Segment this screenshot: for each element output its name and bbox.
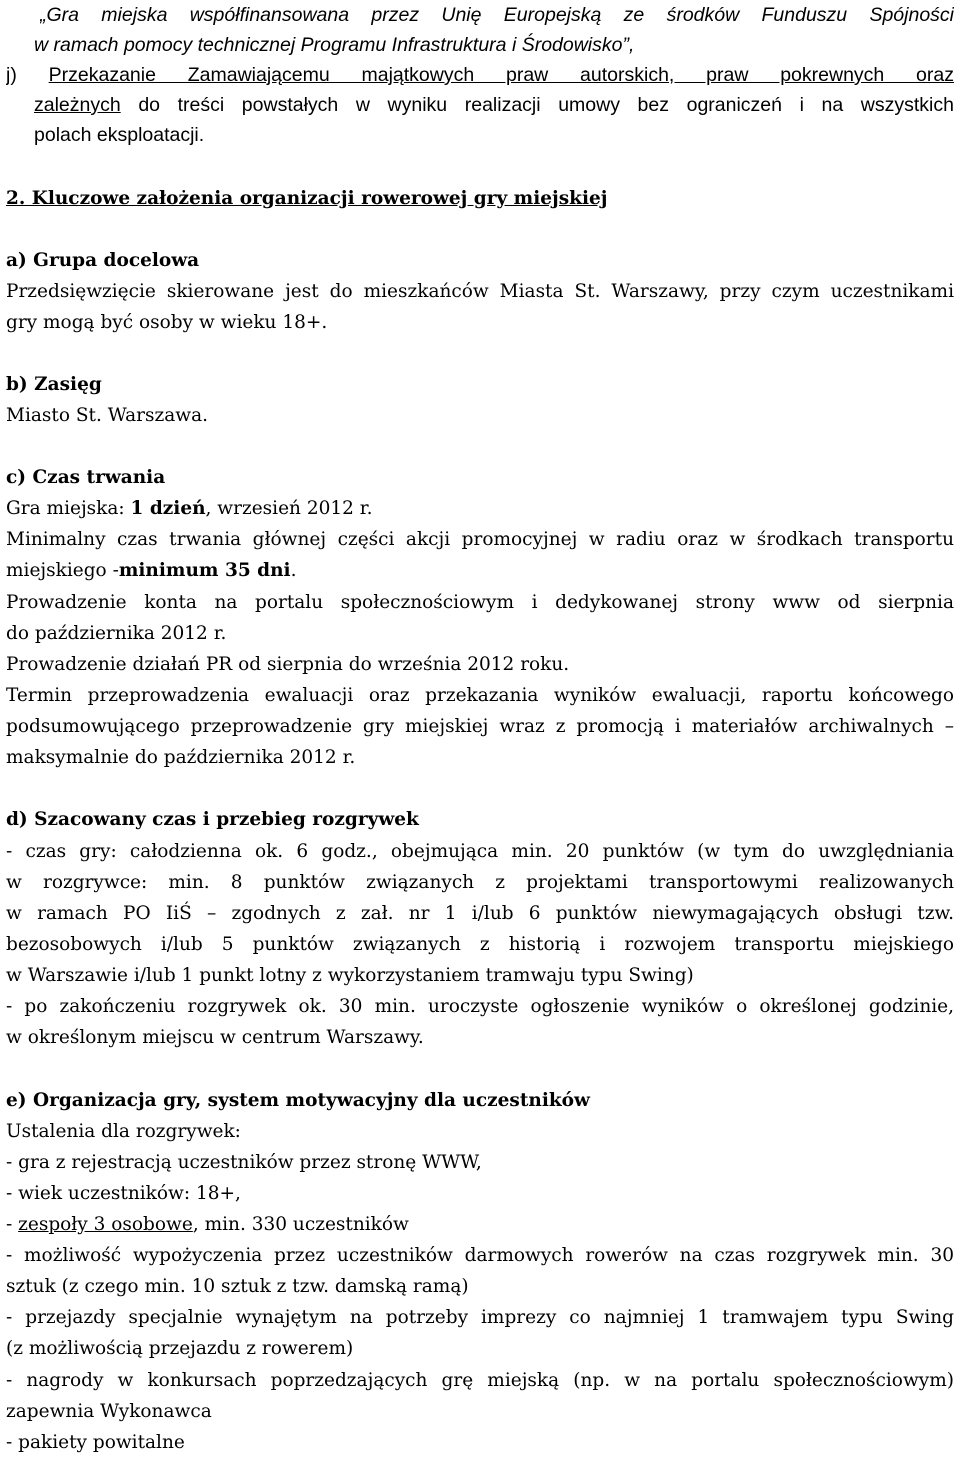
section-a-line-2: gry mogą być osoby w wieku 18+.: [6, 312, 328, 333]
section-c-line-7: Termin przeprowadzenia ewaluacji oraz przekazania wyników ewaluacji, raportu końcowego: [6, 685, 954, 706]
section-e-line-1: Ustalenia dla rozgrywek:: [6, 1121, 241, 1142]
section-e-line-6: sztuk (z czego min. 10 sztuk z tzw. damską ramą): [6, 1276, 469, 1297]
intro-item-j-line-3: polach eksploatacji.: [34, 124, 205, 146]
section-e-line-3: - wiek uczestników: 18+,: [6, 1183, 241, 1204]
section-e-line-2: - gra z rejestracją uczestników przez stronę WWW,: [6, 1152, 482, 1173]
section-c-line-5: do października 2012 r.: [6, 623, 227, 644]
section-2-heading: 2. Kluczowe założenia organizacji rowerowej gry miejskiej: [6, 188, 608, 209]
section-e-line-5: - możliwość wypożyczenia przez uczestników darmowych rowerów na czas rozgrywek min. 30: [6, 1245, 954, 1266]
section-c-line-4: Prowadzenie konta na portalu społecznościowym i dedykowanej strony www od sierpnia: [6, 592, 954, 613]
intro-line-2: w ramach pomocy technicznej Programu Infrastruktura i Środowisko”,: [34, 34, 635, 56]
section-e-line-10: zapewnia Wykonawca: [6, 1401, 212, 1422]
section-d-heading: d) Szacowany czas i przebieg rozgrywek: [6, 809, 419, 830]
section-e-line-11: - pakiety powitalne: [6, 1432, 185, 1453]
section-c-line-2: Minimalny czas trwania głównej części akcji promocyjnej w radiu oraz w środkach transportu: [6, 529, 954, 550]
intro-item-j-line-2: zależnych do treści powstałych w wyniku realizacji umowy bez ograniczeń i na wszystkich: [34, 94, 954, 116]
section-e-line-8: (z możliwością przejazdu z rowerem): [6, 1338, 354, 1359]
section-b-text: Miasto St. Warszawa.: [6, 405, 209, 426]
section-d-line-6: - po zakończeniu rozgrywek ok. 30 min. uroczyste ogłoszenie wyników o określonej godzinie,: [6, 996, 954, 1017]
section-d-line-1: - czas gry: całodzienna ok. 6 godz., obejmująca min. 20 punktów (w tym do uwzględniania: [6, 841, 954, 862]
section-d-line-3: w ramach PO IiŚ – zgodnych z zał. nr 1 i/lub 6 punktów niewymagających obsługi tzw.: [6, 903, 954, 924]
section-d-line-7: w określonym miejscu w centrum Warszawy.: [6, 1027, 424, 1048]
section-d-line-2: w rozgrywce: min. 8 punktów związanych z projektami transportowymi realizowanych: [6, 872, 954, 893]
section-e-line-7: - przejazdy specjalnie wynajętym na potrzeby imprezy co najmniej 1 tramwajem typu Swing: [6, 1307, 954, 1328]
section-a-heading: a) Grupa docelowa: [6, 250, 200, 271]
intro-item-j: j) Przekazanie Zamawiającemu majątkowych praw autorskich, praw pokrewnych oraz: [6, 64, 954, 86]
section-c-line-8: podsumowującego przeprowadzenie gry miejskiej wraz z promocją i materiałów archiwalnych –: [6, 716, 954, 737]
section-b-heading: b) Zasięg: [6, 374, 102, 395]
section-e-line-4: - zespoły 3 osobowe, min. 330 uczestników: [6, 1214, 409, 1235]
section-c-line-3: miejskiego -minimum 35 dni.: [6, 560, 297, 581]
section-e-line-9: - nagrody w konkursach poprzedzających grę miejską (np. w na portalu społecznościowym): [6, 1370, 954, 1391]
intro-line-1: „Gra miejska współfinansowana przez Unię Europejską ze środków Funduszu Spójności: [40, 4, 954, 26]
section-d-line-5: w Warszawie i/lub 1 punkt lotny z wykorzystaniem tramwaju typu Swing): [6, 965, 694, 986]
section-e-heading: e) Organizacja gry, system motywacyjny dla uczestników: [6, 1090, 590, 1111]
section-c-line-6: Prowadzenie działań PR od sierpnia do września 2012 roku.: [6, 654, 570, 675]
section-c-heading: c) Czas trwania: [6, 467, 166, 488]
section-d-line-4: bezosobowych i/lub 5 punktów związanych z historią i rozwojem transportu miejskiego: [6, 934, 954, 955]
section-c-line-9: maksymalnie do października 2012 r.: [6, 747, 356, 768]
section-c-line-1: Gra miejska: 1 dzień, wrzesień 2012 r.: [6, 498, 373, 519]
section-a-line-1: Przedsięwzięcie skierowane jest do mieszkańców Miasta St. Warszawy, przy czym uczestnikami: [6, 281, 954, 302]
